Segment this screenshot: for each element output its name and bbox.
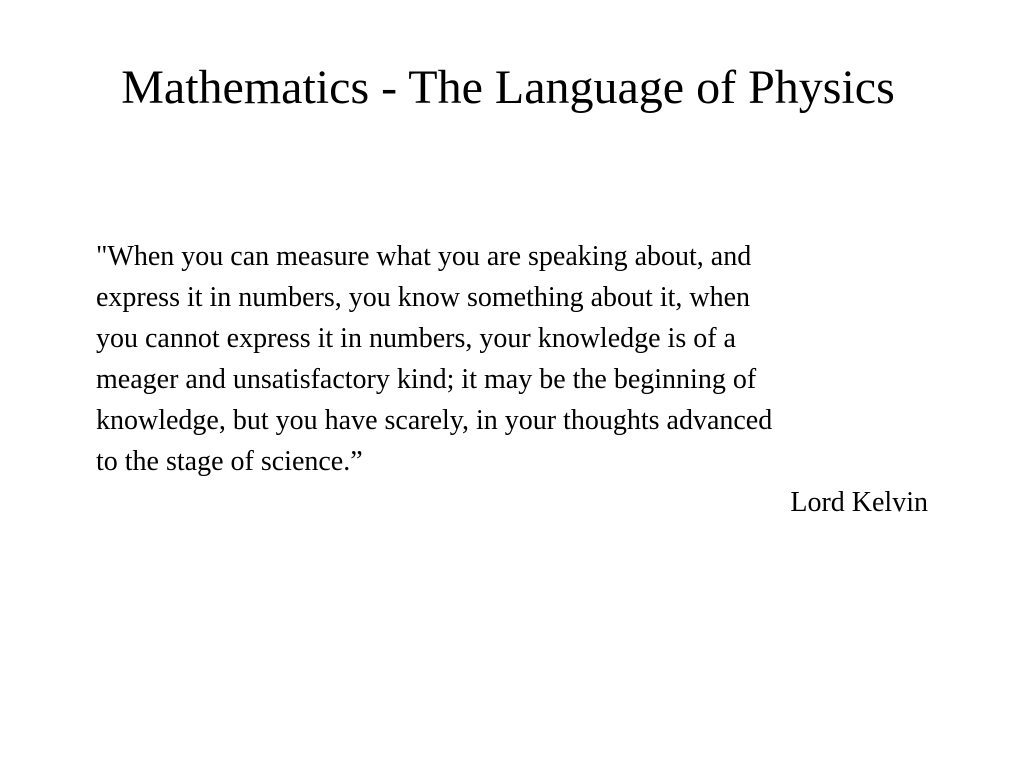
- quote-attribution: Lord Kelvin: [790, 487, 928, 518]
- quote-line-4: meager and unsatisfactory kind; it may be the beginning of: [96, 364, 757, 395]
- quote-line-2: express it in numbers, you know something about it, when: [96, 282, 751, 313]
- quote-line-1: "When you can measure what you are speaking about, and: [96, 241, 752, 272]
- quote-line-3: you cannot express it in numbers, your knowledge is of a: [96, 323, 736, 354]
- quote-block: [96, 236, 936, 523]
- quote-line-5: knowledge, but you have scarely, in your thoughts advanced: [96, 405, 773, 436]
- slide-title: Mathematics - The Language of Physics: [121, 61, 895, 114]
- quote-line-6: to the stage of science.”: [96, 446, 363, 477]
